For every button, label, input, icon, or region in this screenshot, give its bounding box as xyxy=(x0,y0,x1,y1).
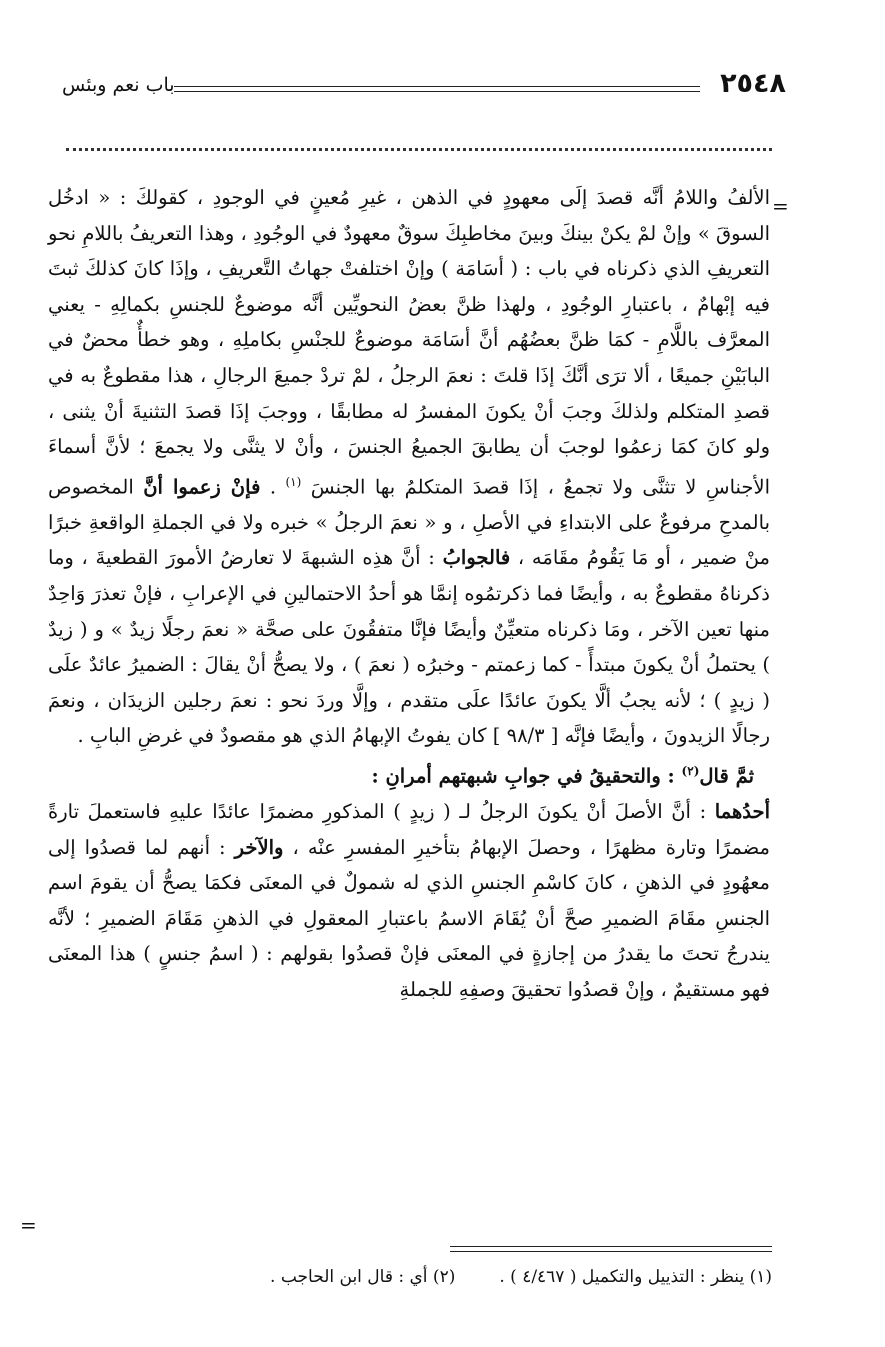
first-point-label: أحدُهما xyxy=(714,800,770,824)
running-header xyxy=(62,66,786,106)
paragraph-3-text: : أنَّ هذِه الشبهةَ لا تعارضُ الأمورَ القطعيةَ ، وما ذكرناهُ مقطوعٌ به ، وأيضًا فما ذكرتمُوه إنمَّا هو أحدُ الاحتمالينِ في الإعرابِ ، فإنْ تعذرَ وَاحِدٌ منها تعين الآخر ، ومَا ذكرناه متعيِّنٌ وأيضًا فإنَّا متفقُونَ على صحَّة « نعمَ رجلًا زيدٌ » و ( زيدٌ ) يحتملُ أنْ يكونَ مبتدأً - كما زعمتم - وخبرُه ( نعمَ ) ، ولا يصحُّ أنْ يقالَ : الضميرُ عائدٌ علَى ( زيدٍ ) ؛ لأنه يجبُ ألَّا يكونَ عائدًا علَى متقدم ، وإلَّا وردَ نحو : نعمَ رجلين الزيدَان ، ونعمَ رجالًا الزيدونَ ، وأيضًا فإنَّه [ ٩٨/٣ ] كان يفوتُ الإبهامُ الذي هو مقصودٌ في غرضِ البابِ . xyxy=(48,546,770,748)
chapter-title: باب نعم وبئس xyxy=(62,74,175,96)
heading-tail: : والتحقيقُ في جوابِ شبهتهم أمرانِ : xyxy=(371,764,675,788)
footnotes xyxy=(190,1262,772,1292)
paragraph-1-tail: . xyxy=(260,475,277,499)
paragraph-4 xyxy=(48,794,770,1008)
paragraph-4-text: : أنَّ الأصلَ أنْ يكونَ الرجلُ لـ ( زيدٍ ) المذكورِ مضمرًا عائدًا عليهِ فاستعملَ تارةً مضمرًا وتارة مظهرًا ، وحصلَ الإبهامُ بتأخيرِ المفسرِ عنْه ، xyxy=(48,800,770,859)
section-heading xyxy=(48,754,770,794)
footnote-ref-1: (١) xyxy=(285,474,302,489)
footnote-1: (١) ينظر : التذييل والتكميل ( ٤/٤٦٧ ) . xyxy=(499,1267,772,1287)
second-point-label: والآخر xyxy=(234,835,284,859)
footnote-rule xyxy=(450,1246,772,1252)
paragraph-1 xyxy=(48,180,770,754)
header-rule xyxy=(174,86,700,92)
answer-phrase: فالجوابُ xyxy=(442,546,511,570)
dotted-separator xyxy=(66,148,772,151)
paragraph-1-text: الألفُ واللامُ أنَّه قصدَ إلَى معهودٍ في الذهن ، غيرِ مُعينٍ في الوجودِ ، كقولكَ : « ادخُل السوقَ » وإنْ لمْ يكنْ بينكَ وبينَ مخاطبِكَ سوقٌ معهودٌ في الوجُودِ ، وهذا التعريفُ باللامِ نحو التعريفِ الذي ذكرناه في باب : ( أسَامَة ) وإنْ اختلفتْ جهاتُ التَّعريفِ ، وإذَا كانَ كذلكَ ثبتَ فيه إبْهامٌ ، باعتبارِ الوجُودِ ، ولهذا ظنَّ بعضُ النحويِّين أنَّه موضوعٌ للجنسِ بكمالِهِ - يعني المعرَّف باللَّامِ - كمَا ظنَّ بعضُهُم أنَّ أسَامَة موضوعٌ للجنْسِ بكاملِهِ ، وهو خطأٌ محضٌ في البابَيْنِ جميعًا ، ألا ترَى أنَّكَ إذَا قلتَ : نعمَ الرجلُ ، لمْ تردْ جميعَ الرجالِ ، هذا مقطوعٌ به في قصدِ المتكلم ولذلكَ وجبَ أنْ يكونَ المفسرُ له مطابقًا ، ووجبَ إذَا قصدَ التثنيةَ أنْ يثنى ، ولو كانَ كمَا زعمُوا لوجبَ أن يطابقَ الجميعُ الجنسَ ، وأنْ لا يثنَّى ولا يجمعَ ؛ لأنَّ أسماءَ الأجناسِ لا تثنَّى ولا تجمعُ ، إذَا قصدَ المتكلمُ بها الجنسَ xyxy=(48,186,771,499)
continuation-mark-top: = xyxy=(772,194,789,218)
footnote-ref-2: (٢) xyxy=(681,764,700,778)
main-text xyxy=(48,180,770,1008)
heading-text: ثمَّ قال xyxy=(699,764,754,788)
page-number: ٢٥٤٨ xyxy=(720,68,786,99)
paragraph-5-text: : أنهم لما قصدُوا إلى معهُودٍ في الذهنِ ، كانَ كاسْمِ الجنسِ الذي له شمولٌ في المعنَى فكمَا يصحُّ أن يقومَ اسم الجنسِ مقَامَ الضميرِ صحَّ أنْ يُقَامَ الاسمُ باعتبارِ المعقولِ في الذهنِ مَقَامَ الضميرِ ؛ لأنَّه يندرجُ تحتَ ما يقدرُ من إجازةٍ في المعنَى فإنْ قصدُوا بقولهم : ( اسمُ جنسٍ ) هذا المعنَى فهو مستقيمٌ ، وإنْ قصدُوا تحقيقَ وصفِهِ للجملةِ xyxy=(48,835,770,1002)
footnote-2: (٢) أي : قال ابن الحاجب . xyxy=(270,1267,456,1287)
paragraph-2-text: المخصوص بالمدحِ مرفوعٌ على الابتداءِ في الأصلِ ، و « نعمَ الرجلُ » خبره ولا في الجملةِ الواقعةِ خبرًا منْ ضمير ، أو مَا يَقُومُ مقَامَه ، xyxy=(48,475,770,570)
continuation-mark-bottom: = xyxy=(20,1213,37,1237)
objection-phrase: فإنْ زعموا أنَّ xyxy=(143,475,261,499)
